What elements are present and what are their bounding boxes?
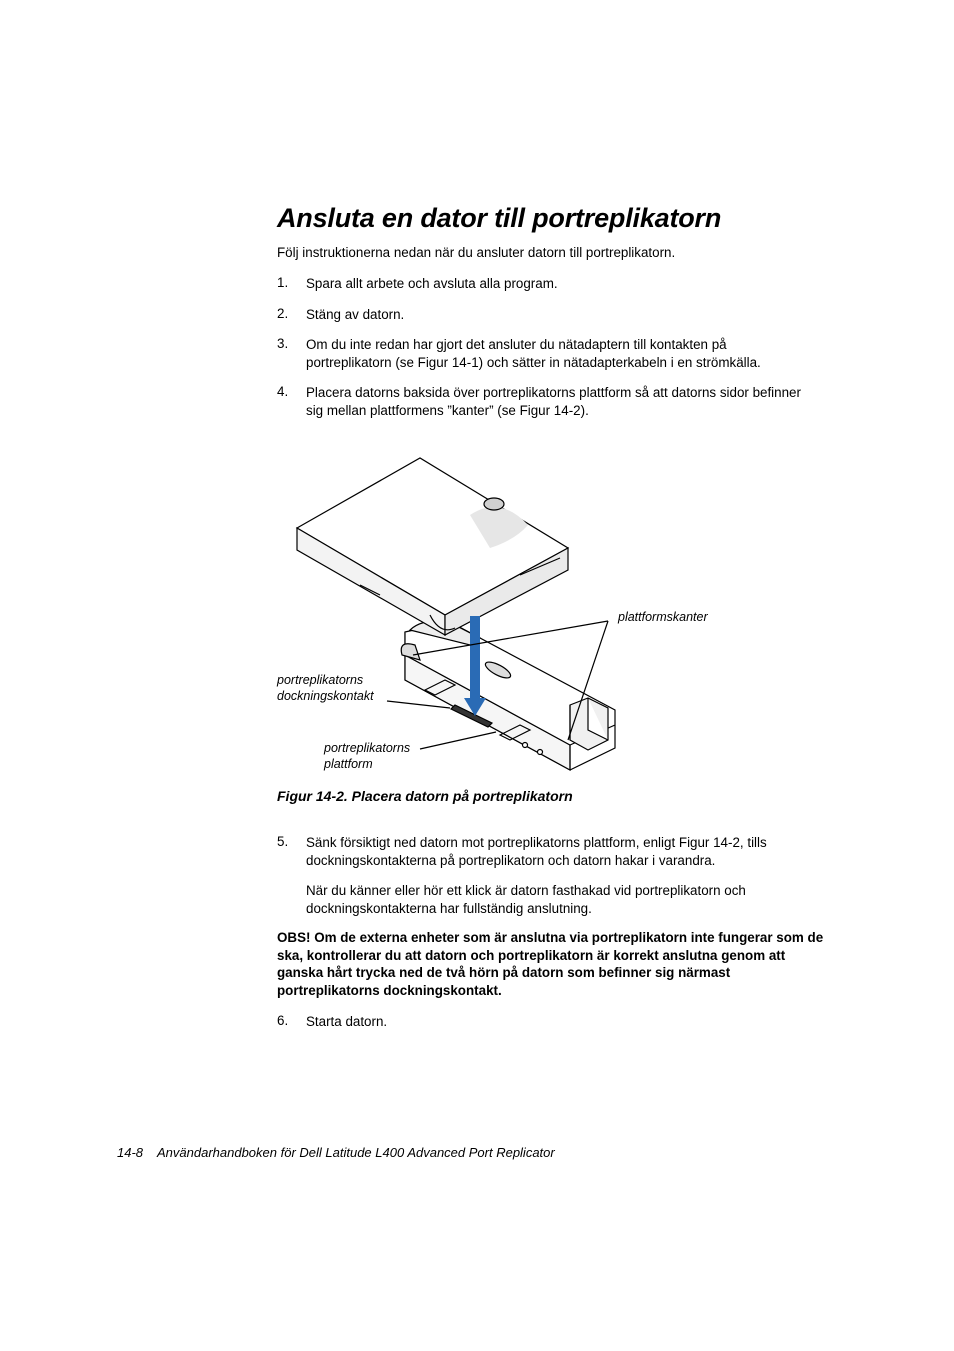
step-5-followup: När du känner eller hör ett klick är datorn fasthakad vid portreplikatorn och dockningskontakterna har fullständig anslutning. xyxy=(306,883,746,916)
callout-platform: portreplikatorns plattform xyxy=(324,741,411,771)
step-number: 3. xyxy=(277,336,289,351)
step-text: Spara allt arbete och avsluta alla program. xyxy=(306,276,558,291)
step-number: 6. xyxy=(277,1013,289,1028)
step-number: 1. xyxy=(277,275,289,290)
callout-docking-connector: portreplikatorns dockningskontakt xyxy=(277,673,374,703)
step-number: 4. xyxy=(277,384,289,399)
step-number: 2. xyxy=(277,306,289,321)
step-number: 5. xyxy=(277,834,289,849)
intro-text: Följ instruktionerna nedan när du ansluter datorn till portreplikatorn. xyxy=(277,245,676,260)
step-text: Sänk försiktigt ned datorn mot portreplikatorns plattform, enligt Figur 14-2, tills dockningskontakterna på portreplikatorn och datorn hakar i varandra. xyxy=(306,835,767,868)
page-title: Ansluta en dator till portreplikatorn xyxy=(277,203,722,233)
callout-platform-edges: plattformskanter xyxy=(618,610,708,624)
page-footer xyxy=(117,1145,555,1160)
page-number: 14-8 xyxy=(117,1145,144,1160)
step-text: Placera datorns baksida över portreplikatorns plattform så att datorns sidor befinner sig mellan plattformens ”kanter” (se Figur 14-2). xyxy=(306,385,801,418)
step-text: Stäng av datorn. xyxy=(306,307,405,322)
footer-text: Användarhandboken för Dell Latitude L400 Advanced Port Replicator xyxy=(157,1145,555,1160)
step-text: Starta datorn. xyxy=(306,1014,388,1029)
figure-caption: Figur 14-2. Placera datorn på portreplikatorn xyxy=(277,788,573,804)
figure-illustration xyxy=(270,440,630,780)
note-paragraph: OBS! Om de externa enheter som är anslutna via portreplikatorn inte fungerar som de ska, kontrollerar du att datorn och portreplikatorn är korrekt anslutna genom att ganska hårt trycka ned de två hörn på datorn som befinner sig närmast portreplikatorns dockningskontakt. xyxy=(277,930,824,998)
step-text: Om du inte redan har gjort det ansluter du nätadaptern till kontakten på portreplikatorn (se Figur 14-1) och sätter in nätadapterkabeln i en strömkälla. xyxy=(306,337,761,370)
laptop-drawing xyxy=(297,458,568,635)
